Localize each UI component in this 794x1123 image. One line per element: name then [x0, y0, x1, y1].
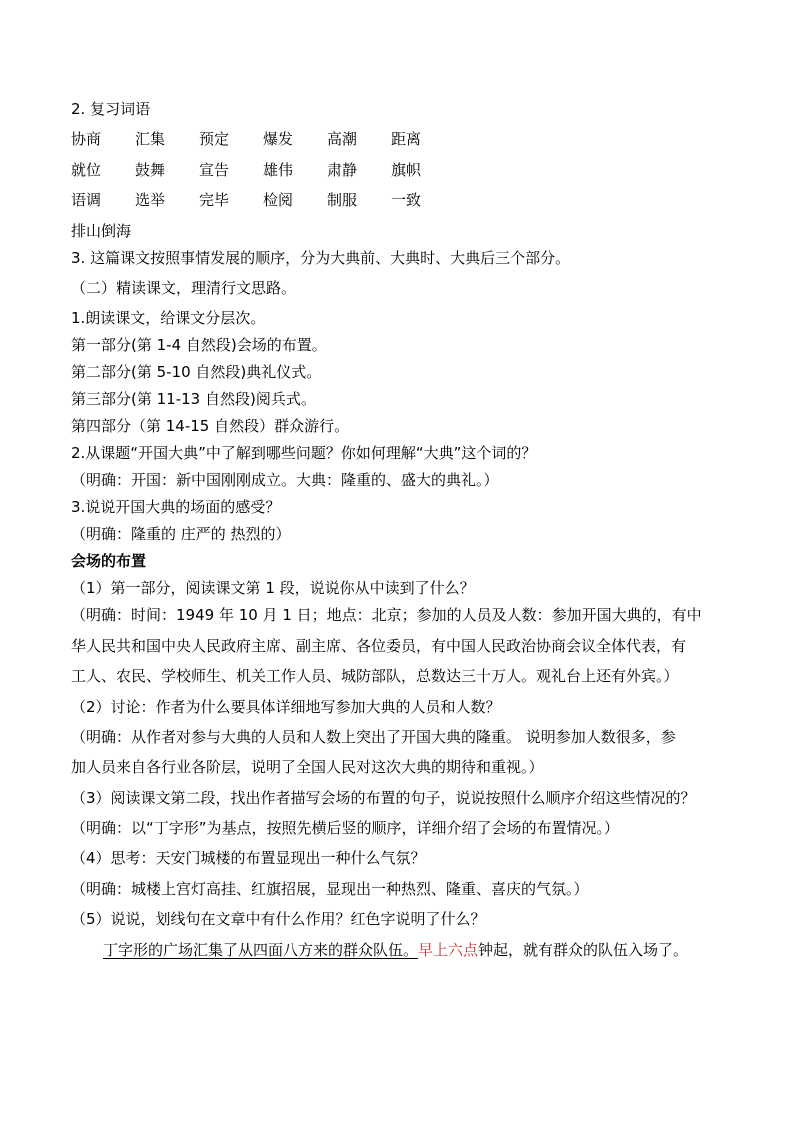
- underlined-text: 丁字形的广场汇集了从四面八方来的群众队伍。: [103, 940, 419, 959]
- section-heading: （二）精读课文，理清行文思路。: [71, 278, 297, 297]
- word-row: [71, 129, 731, 159]
- question-line: 2.从课题“开国大典”中了解到哪些问题？你如何理解“大典”这个词的？: [71, 444, 537, 463]
- task-line: 1.朗读课文，给课文分层次。: [71, 309, 266, 328]
- question-line: （2）讨论：作者为什么要具体详细地写参加大典的人员和人数？: [71, 697, 501, 716]
- answer-line: （明确：隆重的 庄严的 热烈的）: [71, 525, 291, 544]
- highlighted-sentence: [71, 940, 731, 970]
- answer-line: （明确：城楼上宫灯高挂、红旗招展，显现出一种热烈、隆重、喜庆的气氛。）: [71, 879, 589, 898]
- subsection-title: 会场的布置: [71, 552, 147, 571]
- part-line: 第一部分(第 1-4 自然段)会场的布置。: [71, 336, 327, 355]
- word: 鼓舞: [135, 160, 166, 179]
- word: 汇集: [135, 130, 166, 149]
- word: 雄伟: [263, 160, 294, 179]
- word: 爆发: [263, 130, 294, 149]
- document-body: [71, 99, 731, 970]
- word: 制服: [327, 191, 358, 210]
- word: 预定: [199, 130, 230, 149]
- answer-line: （明确：时间：1949 年 10 月 1 日；地点：北京；参加的人员及人数：参加开国大典的，有中: [71, 606, 702, 625]
- answer-line: 工人、农民、学校师生、机关工作人员、城防部队，总数达三十万人。观礼台上还有外宾。）: [71, 667, 679, 686]
- question-line: （4）思考：天安门城楼的布置显现出一种什么气氛？: [71, 849, 426, 868]
- answer-line: （明确：从作者对参与大典的人员和人数上突出了开国大典的隆重。 说明参加人数很多，参: [71, 727, 676, 746]
- structure-summary: 3. 这篇课文按照事情发展的顺序，分为大典前、大典时、大典后三个部分。: [71, 248, 571, 267]
- word: 高潮: [327, 130, 358, 149]
- answer-line: （明确：以“丁字形”为基点，按照先横后竖的顺序，详细介绍了会场的布置情况。）: [71, 819, 620, 838]
- word: 语调: [71, 191, 102, 210]
- question-line: （1）第一部分，阅读课文第 1 段，说说你从中读到了什么？: [71, 579, 475, 598]
- part-line: 第二部分(第 5-10 自然段)典礼仪式。: [71, 363, 322, 382]
- word: 检阅: [263, 191, 294, 210]
- plain-text: 钟起，就有群众的队伍入场了。: [478, 940, 689, 959]
- word: 一致: [391, 191, 422, 210]
- review-words-heading: 2. 复习词语: [71, 100, 151, 118]
- word: 距离: [391, 130, 422, 149]
- answer-line: 华人民共和国中央人民政府主席、副主席、各位委员，有中国人民政治协商会议全体代表，有: [71, 636, 687, 655]
- question-line: 3.说说开国大典的场面的感受？: [71, 498, 281, 517]
- answer-line: （明确：开国：新中国刚刚成立。大典：隆重的、盛大的典礼。）: [71, 471, 499, 490]
- word: 完毕: [199, 191, 230, 210]
- word-extra: 排山倒海: [71, 221, 132, 240]
- part-line: 第四部分（第 14-15 自然段）群众游行。: [71, 417, 350, 436]
- word: 就位: [71, 160, 102, 179]
- word: 协商: [71, 130, 102, 149]
- word: 旗帜: [391, 160, 422, 179]
- word: 宣告: [199, 160, 230, 179]
- red-text: 早上六点: [418, 940, 479, 959]
- part-line: 第三部分(第 11-13 自然段)阅兵式。: [71, 390, 316, 409]
- word: 肃静: [327, 160, 358, 179]
- answer-line: 加人员来自各行业各阶层，说明了全国人民对这次大典的期待和重视。）: [71, 758, 544, 777]
- question-line: （5）说说，划线句在文章中有什么作用？红色字说明了什么？: [71, 910, 486, 929]
- word-row: [71, 190, 731, 220]
- question-line: （3）阅读课文第二段，找出作者描写会场的布置的句子，说说按照什么顺序介绍这些情况的？: [71, 788, 696, 807]
- word: 选举: [135, 191, 166, 210]
- word-row: [71, 160, 731, 190]
